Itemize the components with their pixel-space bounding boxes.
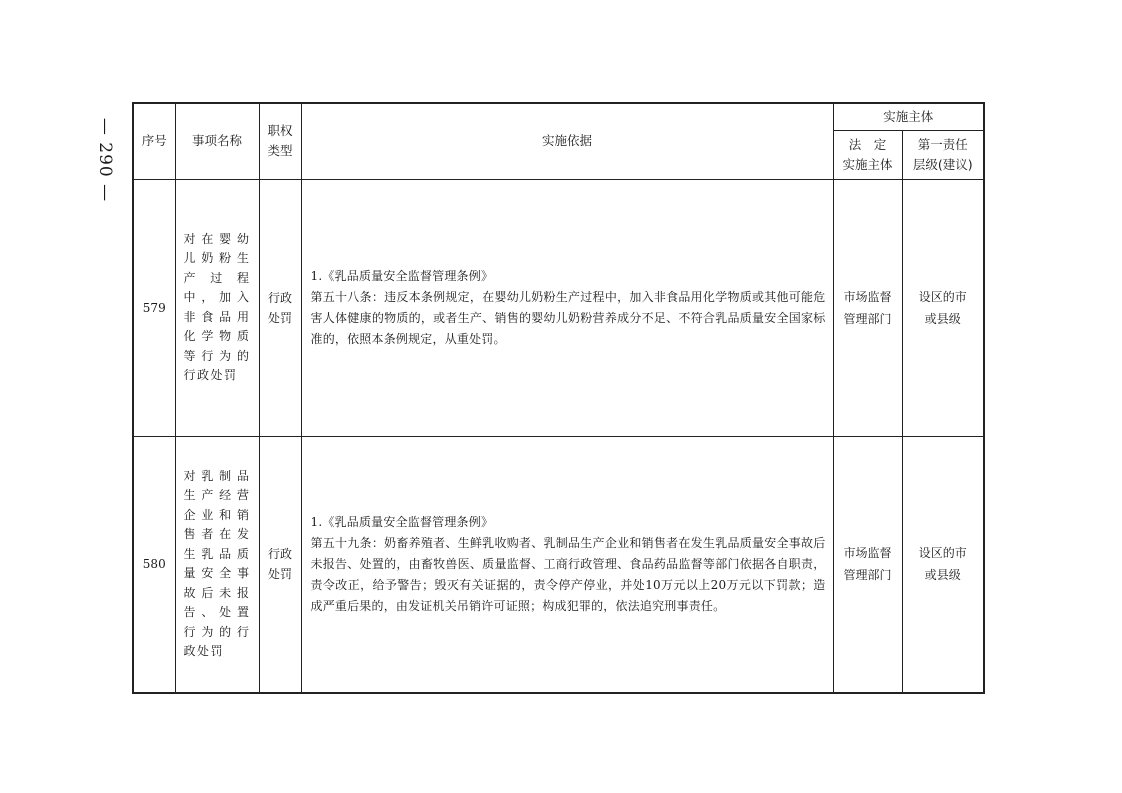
row-item-name: 对在婴幼儿奶粉生产过程中，加入非食品用化学物质等行为的行政处罚 bbox=[175, 179, 259, 436]
header-first-level bbox=[902, 130, 984, 179]
row-power-type bbox=[259, 179, 301, 436]
row-basis-text: 第五十九条：奶畜养殖者、生鲜乳收购者、乳制品生产企业和销售者在发生乳品质量安全事故后未报告、处置的，由畜牧兽医、质量监督、工商行政管理、食品药品监督等部门依据各自职责，责令改正，给予警告；毁灭有关证据的，责令停产停业，并处10万元以上20万元以下罚款；造成严重后果的，由发证机关吊销许可证照；构成犯罪的，依法追究刑事责任。 bbox=[310, 535, 826, 613]
row-first-level bbox=[902, 436, 984, 693]
header-basis: 实施依据 bbox=[301, 103, 833, 179]
row-legal-subject-text: 市场监督管理部门 bbox=[843, 289, 892, 326]
row-item-name: 对乳制品生产经营企业和销售者在发生乳品质量安全事故后未报告、处置行为的行政处罚 bbox=[175, 436, 259, 693]
header-first-level-line2: 层级(建议) bbox=[912, 156, 973, 172]
row-basis-text: 第五十八条：违反本条例规定，在婴幼儿奶粉生产过程中，加入非食品用化学物质或其他可能危害人体健康的物质的，或者生产、销售的婴幼儿奶粉营养成分不足、不符合乳品质量安全国家标准的，依照本条例规定，从重处罚。 bbox=[310, 289, 826, 346]
row-first-level-text: 设区的市或县级 bbox=[918, 546, 967, 583]
header-power-type bbox=[259, 103, 301, 179]
header-legal-subject-line1: 法 定 bbox=[848, 136, 887, 152]
row-seq: 579 bbox=[133, 179, 175, 436]
header-legal-subject-line2: 实施主体 bbox=[842, 156, 893, 172]
row-power-type-text: 行政处罚 bbox=[267, 290, 292, 325]
row-legal-subject-text: 市场监督管理部门 bbox=[843, 546, 892, 583]
administrative-penalty-table bbox=[132, 102, 985, 694]
row-legal-subject bbox=[833, 436, 902, 693]
page-number-text: — 290 — bbox=[95, 117, 116, 203]
row-power-type-text: 行政处罚 bbox=[267, 547, 292, 582]
row-first-level bbox=[902, 179, 984, 436]
row-basis-title: 1.《乳品质量安全监督管理条例》 bbox=[310, 514, 494, 529]
row-legal-subject bbox=[833, 179, 902, 436]
row-first-level-text: 设区的市或县级 bbox=[918, 289, 967, 326]
row-power-type bbox=[259, 436, 301, 693]
row-basis bbox=[301, 436, 833, 693]
header-seq: 序号 bbox=[133, 103, 175, 179]
header-subject-group: 实施主体 bbox=[833, 103, 984, 130]
header-legal-subject bbox=[833, 130, 902, 179]
table-row bbox=[133, 179, 984, 436]
row-basis bbox=[301, 179, 833, 436]
header-first-level-line1: 第一责任 bbox=[917, 136, 968, 152]
header-power-type-text: 职权类型 bbox=[267, 123, 293, 159]
header-item-name: 事项名称 bbox=[175, 103, 259, 179]
row-basis-title: 1.《乳品质量安全监督管理条例》 bbox=[310, 268, 494, 283]
table-row bbox=[133, 436, 984, 693]
row-seq: 580 bbox=[133, 436, 175, 693]
page-number bbox=[88, 105, 122, 215]
